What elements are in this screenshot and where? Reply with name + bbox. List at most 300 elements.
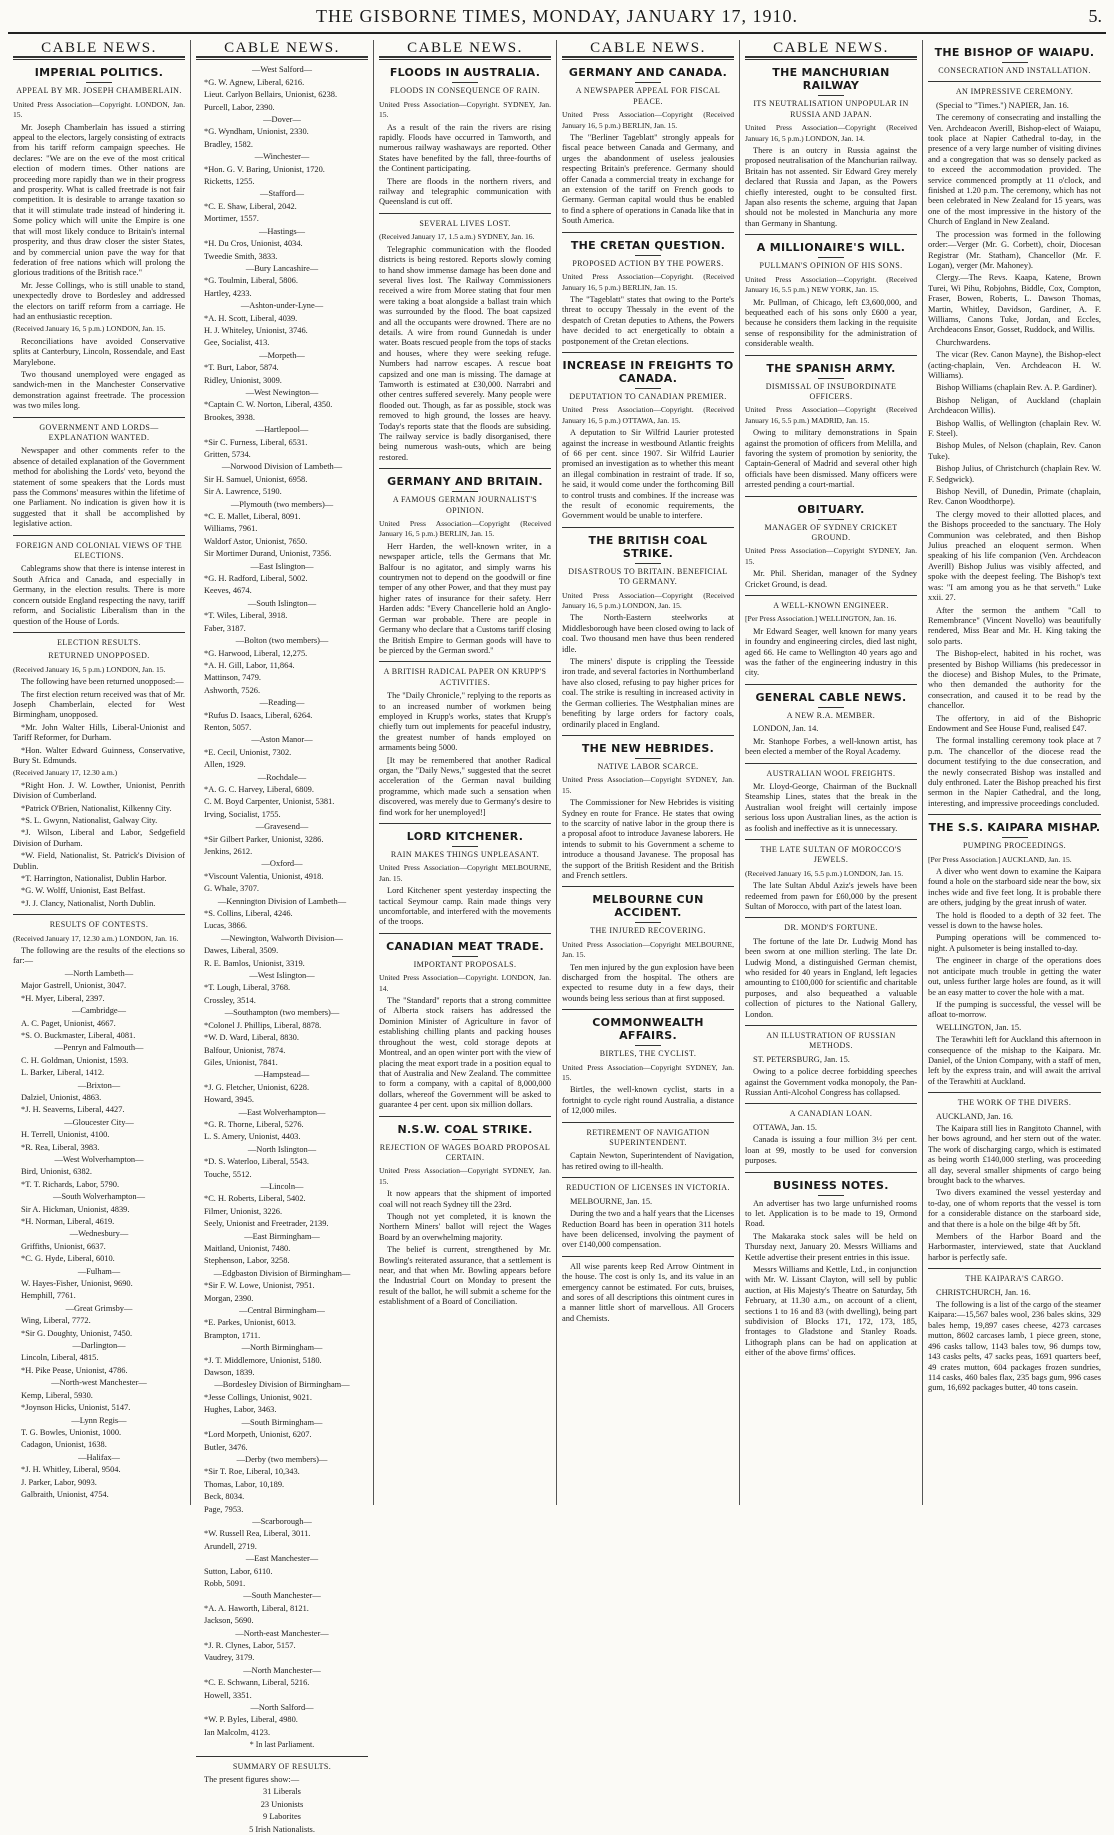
section-rule bbox=[745, 917, 917, 918]
article-paragraph: *J. G. Fletcher, Unionist, 6228. bbox=[204, 1082, 310, 1092]
section-rule bbox=[745, 1172, 917, 1173]
column-heading: CABLE NEWS. bbox=[41, 40, 157, 56]
headline-rule bbox=[635, 255, 661, 256]
article-headline: THE CRETAN QUESTION. bbox=[570, 238, 726, 252]
constituency-heading: —South Manchester— bbox=[243, 1591, 321, 1601]
article-paragraph: *H. Pike Pease, Unionist, 4786. bbox=[21, 1365, 128, 1375]
article-paragraph: *E. Parkes, Unionist, 6013. bbox=[204, 1318, 296, 1328]
section-rule bbox=[562, 527, 734, 528]
article-subhead: PULLMAN'S OPINION OF HIS SONS. bbox=[759, 261, 903, 271]
article-paragraph: *G. H. Radford, Liberal, 5002. bbox=[204, 574, 308, 584]
article-paragraph: United Press Association—Copyright (Received January 16, 5 p.m.) BERLIN, Jan. 15. bbox=[379, 519, 551, 539]
section-rule bbox=[562, 1256, 734, 1257]
article-paragraph: Bishop Nevill, of Dunedin, Primate (chaplain, Rev. Canon Woodthorpe). bbox=[928, 487, 1101, 507]
constituency-heading: —Dover— bbox=[263, 115, 301, 125]
section-rule bbox=[196, 1756, 368, 1757]
constituency-heading: —North Islington— bbox=[247, 1144, 317, 1154]
article-paragraph: Brampton, 1711. bbox=[204, 1330, 261, 1340]
article-paragraph: The offertory, in aid of the Bishopric Endowment and See House Fund, realised £47. bbox=[928, 713, 1101, 733]
article-paragraph: *Sir C. Furness, Liberal, 6531. bbox=[204, 437, 308, 447]
article-paragraph: WELLINGTON, Jan. 15. bbox=[936, 1022, 1022, 1032]
article-subhead: PROPOSED ACTION BY THE POWERS. bbox=[572, 258, 724, 268]
article-headline: N.S.W. COAL STRIKE. bbox=[397, 1122, 533, 1136]
article-paragraph: Allen, 1929. bbox=[204, 760, 246, 770]
article-paragraph: (Special to "Times.") NAPIER, Jan. 16. bbox=[936, 100, 1069, 110]
headline-rule bbox=[452, 1139, 478, 1140]
headline-rule bbox=[452, 846, 478, 847]
article-paragraph: MELBOURNE, Jan. 15. bbox=[570, 1196, 653, 1206]
article-paragraph: The following is a list of the cargo of the steamer Kaipara:—15,567 bales wool, 236 bales skins, 329 bales hemp, 19,897 cases cheese, 4273 carcases mutton, 8602 carcases lamb, 1 piece green, stone, 496 casks tallow, 1143 bales tow, 96 dumps tow, 143 casks pelts, 47 sacks peas, 1691 quarters beef, 49 crates mutton, 604 packages frozen sundries, 114 casks, 460 bales flax, 235 bags gum, 996 cases gum, 16,692 packages butter, 40 tons casein. bbox=[928, 1300, 1101, 1393]
article-subhead: FLOODS IN CONSEQUENCE OF RAIN. bbox=[389, 86, 540, 96]
article-paragraph: Lieut. Carlyon Bellairs, Unionist, 6238. bbox=[204, 90, 338, 100]
headline-rule bbox=[818, 95, 844, 96]
article-subhead: GOVERNMENT AND LORDS—EXPLANATION WANTED. bbox=[39, 422, 159, 442]
article-paragraph: Two divers examined the vessel yesterday and to-day, one of whom reports that the vessel is torn for a considerable distance on the starboard side, and that there is a hole on the bilge 4ft by 5ft. bbox=[928, 1188, 1101, 1229]
constituency-heading: —Stafford— bbox=[259, 189, 305, 199]
constituency-heading: —Edgbaston Division of Birmingham— bbox=[213, 1268, 351, 1278]
article-paragraph: United Press Association—Copyright MELBOURNE, Jan. 15. bbox=[562, 939, 734, 960]
article-paragraph: Arundell, 2719. bbox=[204, 1541, 257, 1551]
constituency-heading: —Gloucester City— bbox=[64, 1117, 134, 1127]
article-paragraph: Cablegrams show that there is intense interest in South Africa and Canada, and especially in Germany, in the election results. There is more concern outside England respecting the navy, tariff reform, and Socialistic Liberalism than in the question of the House of Lords. bbox=[13, 564, 185, 626]
article-paragraph: Mattinson, 7479. bbox=[204, 673, 261, 683]
constituency-heading: —West Wolverhampton— bbox=[54, 1154, 144, 1164]
article-paragraph: United Press Association—Copyright. (Received January 16, 5 p.m.) OTTAWA, Jan. 15. bbox=[562, 405, 734, 425]
article-subhead: THE INJURED RECOVERING. bbox=[590, 926, 706, 936]
headline-rule bbox=[818, 519, 844, 520]
article-paragraph: Messrs Williams and Kettle, Ltd., in conjunction with Mr. W. Lissant Clayton, will sell by public auction, at His Majesty's Theatre on Saturday, 5th February, at 11.30 a.m., on account of a client, sections 1 to 16 and 83 (with dwelling), being part subdivision of Blocks 171, 172, 173, 185, frontages to Gladstone and Stanley Roads. Lithograph plans can be had on application at either of the above firms' offices. bbox=[745, 1264, 917, 1358]
article-paragraph: The Bishop-elect, habited in his rochet, was presented by Bishop Williams (his predecessor in the diocese) and Bishop Mules, to the Primate, who then demanded the authority for the consecration, and caused it to be read by the chancellor. bbox=[928, 649, 1101, 711]
article-paragraph: Page, 7953. bbox=[204, 1504, 244, 1514]
article-subhead: ITS NEUTRALISATION UNPOPULAR IN RUSSIA AND JAPAN. bbox=[753, 99, 909, 119]
constituency-heading: —Ashton-under-Lyne— bbox=[240, 301, 324, 311]
article-paragraph: Lincoln, Liberal, 4815. bbox=[21, 1353, 99, 1363]
article-paragraph: Butler, 3476. bbox=[204, 1442, 248, 1452]
article-subhead: MANAGER OF SYDNEY CRICKET GROUND. bbox=[764, 522, 898, 542]
article-subhead: A BRITISH RADICAL PAPER ON KRUPP'S ACTIVITIES. bbox=[383, 667, 547, 687]
column-heading: CABLE NEWS. bbox=[407, 40, 523, 56]
section-rule bbox=[13, 417, 185, 418]
article-subhead: RETURNED UNOPPOSED. bbox=[48, 651, 150, 661]
article-paragraph: Cadagon, Unionist, 1638. bbox=[21, 1440, 107, 1450]
article-paragraph: L. Barker, Liberal, 1412. bbox=[21, 1068, 105, 1078]
article-paragraph: Renton, 5057. bbox=[204, 722, 252, 732]
article-paragraph: *T. Burt, Labor, 5874. bbox=[204, 363, 279, 373]
article-paragraph: L. S. Amery, Unionist, 4403. bbox=[204, 1132, 301, 1142]
article-headline: COMMONWEALTH AFFAIRS. bbox=[592, 1016, 704, 1043]
constituency-heading: —Darlington— bbox=[72, 1341, 126, 1351]
constituency-heading: —Hastings— bbox=[258, 226, 306, 236]
article-paragraph: *D. S. Waterloo, Liberal, 5543. bbox=[204, 1157, 310, 1167]
article-paragraph: Major Gastrell, Unionist, 3047. bbox=[21, 981, 127, 991]
section-rule bbox=[745, 1025, 917, 1026]
constituency-heading: —Derby (two members)— bbox=[236, 1454, 328, 1464]
article-paragraph: *T. Lough, Liberal, 3768. bbox=[204, 983, 291, 993]
article-paragraph: Mortimer, 1557. bbox=[204, 214, 259, 224]
article-paragraph: Dalziel, Unionist, 4863. bbox=[21, 1092, 102, 1102]
constituency-heading: —Newington, Walworth Division— bbox=[221, 933, 343, 943]
article-paragraph: Members of the Harbor Board and the Harbormaster, interviewed, state that Auckland harbor is perfectly safe. bbox=[928, 1232, 1101, 1262]
column-5 bbox=[740, 40, 923, 1505]
article-paragraph: *Sir G. Doughty, Unionist, 7450. bbox=[21, 1328, 133, 1338]
constituency-heading: —Gravesend— bbox=[255, 822, 309, 832]
article-paragraph: The first election return received was that of Mr. Joseph Chamberlain, elected for West Birmingham, unopposed. bbox=[13, 689, 185, 720]
article-paragraph: Bishop Julius, of Christchurch (chaplain Rev. W. F. Sedgwick). bbox=[928, 464, 1101, 484]
article-paragraph: (Received January 17, 12.30 a.m.) bbox=[13, 768, 118, 778]
article-paragraph: *A. H. Scott, Liberal, 4039. bbox=[204, 313, 298, 323]
article-paragraph: Hemphill, 7761. bbox=[21, 1291, 76, 1301]
article-headline: CANADIAN MEAT TRADE. bbox=[386, 939, 544, 953]
headline-rule bbox=[635, 388, 661, 389]
article-paragraph: *J. T. Middlemore, Unionist, 5180. bbox=[204, 1355, 322, 1365]
article-paragraph: United Press Association—Copyright (Received January 16, 5 p.m.) LONDON, Jan. 15. bbox=[562, 590, 734, 611]
heading-rule bbox=[745, 56, 917, 60]
article-paragraph: Howell, 3351. bbox=[204, 1690, 252, 1700]
section-rule bbox=[379, 661, 551, 662]
footnote: * In last Parliament. bbox=[249, 1740, 315, 1750]
article-paragraph: LONDON, Jan. 14. bbox=[753, 724, 819, 734]
article-paragraph: Dawson, 1839. bbox=[204, 1368, 255, 1378]
article-subhead: DR. MOND'S FORTUNE. bbox=[784, 923, 878, 933]
constituency-heading: —West Newington— bbox=[245, 387, 319, 397]
article-paragraph: *E. Cecil, Unionist, 7302. bbox=[204, 747, 292, 757]
heading-rule bbox=[562, 56, 734, 60]
constituency-heading: —South Wolverhampton— bbox=[53, 1192, 145, 1202]
headline-rule bbox=[452, 491, 478, 492]
article-paragraph: The Terawhiti left for Auckland this afternoon in consequence of the mishap to the Kaipara. Mr. Daniel, of the Union Company, with a staff of men, left by the express train, and will await the arrival of the Terawhiti at Auckland. bbox=[928, 1035, 1101, 1086]
article-paragraph: *Rufus D. Isaacs, Liberal, 6264. bbox=[204, 710, 313, 720]
article-headline: THE NEW HEBRIDES. bbox=[581, 741, 715, 755]
article-paragraph: Hartley, 4233. bbox=[204, 288, 252, 298]
section-rule bbox=[13, 914, 185, 915]
article-paragraph: A deputation to Sir Wilfrid Laurier protested against the increase in westbound Atlantic freights of 66 per cent. since 1907. Sir Wilfrid Laurier promised an investigation as to whether this meant an illegal combination in restraint of trade. If so, he said, it would come under the forthcoming Bill to control trusts and combines. If the increase was the result of economic requirements, the Government would be unable to interfere. bbox=[562, 428, 734, 521]
article-paragraph: Howard, 3945. bbox=[204, 1095, 255, 1105]
columns bbox=[8, 40, 1106, 1834]
constituency-heading: —Oxford— bbox=[261, 859, 303, 869]
article-paragraph: Waldorf Astor, Unionist, 7650. bbox=[204, 536, 308, 546]
article-paragraph: The miners' dispute is crippling the Teesside iron trade, and several factories in Northumberland have also closed, refusing to pay higher prices for coal. The strike is resulting in increased activity in the German collieries. The Westphalian mines are benefiting by large orders for factory coals, ordinarily placed in England. bbox=[562, 657, 734, 729]
constituency-heading: —Lincoln— bbox=[260, 1181, 304, 1191]
article-paragraph: *S. L. Gwynn, Nationalist, Galway City. bbox=[21, 816, 158, 825]
article-paragraph: The following have been returned unopposed:— bbox=[21, 677, 184, 687]
headline-rule bbox=[635, 563, 661, 564]
article-paragraph: *R. Rea, Liberal, 3983. bbox=[21, 1142, 100, 1152]
headline-rule bbox=[1002, 837, 1028, 838]
article-paragraph: *A. H. Gill, Labor, 11,864. bbox=[204, 660, 295, 670]
article-paragraph: H. Terrell, Unionist, 4100. bbox=[21, 1130, 110, 1140]
article-paragraph: *C. E. Schwann, Liberal, 5216. bbox=[204, 1678, 310, 1688]
headline-rule bbox=[1002, 62, 1028, 63]
article-paragraph: The formal installing ceremony took place at 7 p.m. The chancellor of the diocese read the document testifying to the due consecration, and the newly consecrated Bishop was installed and duly enthroned. Later the Bishop preached his first sermon in the Napier Cathedral, and the long, interesting, and impressive proceedings concluded. bbox=[928, 736, 1101, 808]
constituency-heading: —Hampstead— bbox=[254, 1070, 310, 1080]
article-paragraph: *C. E. Mallet, Liberal, 8091. bbox=[204, 512, 301, 522]
article-paragraph: The following are the results of the elections so far:— bbox=[13, 946, 185, 966]
article-paragraph: The late Sultan Abdul Aziz's jewels have been redeemed from pawn for £60,000 by the present Sultan of Morocco, with part of the latest loan. bbox=[745, 881, 917, 911]
article-subhead: AN IMPRESSIVE CEREMONY. bbox=[955, 87, 1074, 97]
constituency-heading: —Cambridge— bbox=[72, 1006, 126, 1016]
constituency-heading: —Kennington Division of Lambeth— bbox=[217, 896, 347, 906]
section-rule bbox=[928, 814, 1101, 815]
article-paragraph: Beck, 8034. bbox=[204, 1492, 245, 1502]
article-paragraph: W. Hayes-Fisher, Unionist, 9690. bbox=[21, 1279, 133, 1289]
headline-rule bbox=[452, 956, 478, 957]
section-rule bbox=[745, 355, 917, 356]
column-2 bbox=[191, 40, 374, 1834]
section-rule bbox=[13, 535, 185, 536]
column-heading: CABLE NEWS. bbox=[590, 40, 706, 56]
article-paragraph: [It may be remembered that another Radical organ, the "Daily News," suggested that the secret acceleration of the German naval building programme, which made such a sensation when discovered, was merely due to Germany's desire to find work for her unemployed!] bbox=[379, 755, 551, 817]
article-subhead: APPEAL BY MR. JOSEPH CHAMBERLAIN. bbox=[16, 86, 182, 96]
article-paragraph: Mr. Jesse Collings, who is still unable to stand, unexpectedly drove to Bordesley and addressed the electors on tariff reform from a carriage. He had an enthusiastic reception. bbox=[13, 280, 185, 321]
article-paragraph: Touche, 5512. bbox=[204, 1169, 252, 1179]
article-paragraph: The "Standard" reports that a strong committee of Alberta stock raisers has addressed the Dominion Minister of Agriculture in favor of establishing chilling plants and packing houses throughout the west, cold storage depots at Montreal, and an open winter port with the view of placing the meat export trade in a position equal to that of Australia and New Zealand. The committee to form a company, with a capital of 8,000,000 dollars, whereof the Government will be asked to guarantee 4 per cent. upon six million dollars. bbox=[379, 996, 551, 1110]
constituency-heading: —Brixton— bbox=[77, 1080, 121, 1090]
section-rule bbox=[745, 595, 917, 596]
article-paragraph: *C. H. Roberts, Liberal, 5402. bbox=[204, 1194, 306, 1204]
article-paragraph: *Captain C. W. Norton, Liberal, 4350. bbox=[204, 400, 333, 410]
article-headline: GENERAL CABLE NEWS. bbox=[755, 690, 907, 704]
constituency-heading: —North-east Manchester— bbox=[235, 1628, 329, 1638]
section-rule bbox=[745, 496, 917, 497]
article-paragraph: *S. Collins, Liberal, 4246. bbox=[204, 909, 293, 919]
constituency-heading: —Bury Lancashire— bbox=[245, 263, 319, 273]
constituency-heading: —North Birmingham— bbox=[241, 1343, 323, 1353]
article-subhead: IMPORTANT PROPOSALS. bbox=[413, 959, 517, 969]
article-paragraph: *J. H. Whitley, Liberal, 9504. bbox=[21, 1465, 121, 1475]
article-paragraph: *H. Myer, Liberal, 2397. bbox=[21, 993, 105, 1003]
article-paragraph: United Press Association—Copyright SYDNEY, Jan. 15. bbox=[379, 1166, 551, 1186]
article-paragraph: Robb, 5091. bbox=[204, 1578, 246, 1588]
article-subhead: A NEWSPAPER APPEAL FOR FISCAL PEACE. bbox=[575, 86, 721, 106]
article-paragraph: Thomas, Labor, 10,189. bbox=[204, 1479, 285, 1489]
masthead bbox=[0, 0, 1114, 36]
section-rule bbox=[379, 1116, 551, 1117]
article-paragraph: Birtles, the well-known cyclist, starts in a fortnight to cycle right round Australia, a distance of 12,000 miles. bbox=[562, 1085, 734, 1116]
column-6 bbox=[923, 40, 1106, 1505]
article-paragraph: An advertiser has two large unfurnished rooms to let. Application is to be made to 19, Ormond Road. bbox=[745, 1198, 917, 1229]
constituency-heading: —South Islington— bbox=[247, 598, 317, 608]
constituency-heading: —North Salford— bbox=[250, 1703, 314, 1713]
article-paragraph: Dawes, Liberal, 3509. bbox=[204, 946, 279, 956]
article-paragraph: C. M. Boyd Carpenter, Unionist, 5381. bbox=[204, 797, 335, 807]
article-subhead: A CANADIAN LOAN. bbox=[789, 1109, 873, 1119]
article-paragraph: A. C. Paget, Unionist, 4667. bbox=[21, 1018, 116, 1028]
article-headline: INCREASE IN FREIGHTS TO CANADA. bbox=[562, 358, 734, 385]
article-paragraph: *Hon. Walter Edward Guinness, Conservative, Bury St. Edmunds. bbox=[13, 745, 185, 765]
article-paragraph: Bradley, 1582. bbox=[204, 139, 253, 149]
section-rule bbox=[13, 632, 185, 633]
column-heading: CABLE NEWS. bbox=[224, 40, 340, 56]
heading-rule bbox=[196, 56, 368, 60]
headline-rule bbox=[818, 1195, 844, 1196]
constituency-heading: —Bolton (two members)— bbox=[235, 636, 329, 646]
article-paragraph: *Joynson Hicks, Unionist, 5147. bbox=[21, 1403, 131, 1413]
article-paragraph: The belief is current, strengthened by Mr. Bowling's reiterated assurance, that a settlement is near, and that when Mr. Bowling appears before the Industrial Court on Monday to present the result of the ballot, he will submit a scheme for the establishment of a Board of Conciliation. bbox=[379, 1245, 551, 1307]
article-paragraph: *T. Harrington, Nationalist, Dublin Harbor. bbox=[21, 874, 167, 884]
article-paragraph: *W. P. Byles, Liberal, 4980. bbox=[204, 1715, 298, 1725]
constituency-heading: —Penryn and Falmouth— bbox=[54, 1043, 144, 1053]
article-paragraph: Lucas, 3866. bbox=[204, 921, 248, 931]
article-paragraph: Mr. Phil. Sheridan, manager of the Sydney Cricket Ground, is dead. bbox=[745, 569, 917, 589]
article-paragraph: The hold is flooded to a depth of 32 feet. The vessel is down to the hawse holes. bbox=[928, 910, 1101, 931]
constituency-heading: 23 Unionists bbox=[260, 1799, 304, 1809]
constituency-heading: —East Birmingham— bbox=[244, 1231, 320, 1241]
article-paragraph: *J. R. Clynes, Labor, 5157. bbox=[204, 1641, 296, 1650]
article-paragraph: Mr. Pullman, of Chicago, left £3,600,000, and bequeathed each of his sons only £600 a year, because he considers them lacking in the requisite sense of responsibility for the administration of considerable wealth. bbox=[745, 297, 917, 349]
constituency-heading: 9 Laborites bbox=[263, 1812, 301, 1822]
section-rule bbox=[562, 735, 734, 736]
article-headline: MELBOURNE CUN ACCIDENT. bbox=[592, 893, 704, 920]
article-paragraph: G. Whale, 3707. bbox=[204, 884, 259, 894]
article-paragraph: Sutton, Labor, 6110. bbox=[204, 1566, 273, 1576]
article-paragraph: *A. A. Haworth, Liberal, 8121. bbox=[204, 1603, 309, 1613]
constituency-heading: —Winchester— bbox=[254, 152, 310, 162]
constituency-heading: —Wednesbury— bbox=[69, 1229, 129, 1239]
article-paragraph: Vaudrey, 3179. bbox=[204, 1653, 255, 1663]
article-subhead: FOREIGN AND COLONIAL VIEWS OF THE ELECTIONS. bbox=[15, 540, 183, 561]
article-paragraph: The "Berliner Tageblatt" strongly appeals for fiscal peace between Canada and Germany, and urges the abandonment of useless jealousies respecting Britain's preference. Germany should offer Canada a commercial treaty in exchange for an extension of the tariff on French goods to Germany. German capital would thus be enabled to find a sphere of operations in Canada like that in South America. bbox=[562, 133, 734, 226]
article-paragraph: Two thousand unemployed were engaged as sandwich-men in the Manchester Conservative demonstration against freetrade. The procession was two miles long. bbox=[13, 369, 185, 411]
article-paragraph: *J. Wilson, Liberal and Labor, Sedgefield Division of Durham. bbox=[13, 828, 185, 848]
constituency-heading: —Scarborough— bbox=[252, 1516, 312, 1526]
article-paragraph: *Viscount Valentia, Unionist, 4918. bbox=[204, 871, 324, 881]
article-paragraph: Jenkins, 2612. bbox=[204, 847, 253, 856]
article-paragraph: United Press Association—Copyright (Received January 16, 5 p.m.) LONDON, Jan. 14. bbox=[745, 123, 917, 143]
section-rule bbox=[379, 213, 551, 214]
article-paragraph: Bishop Neligan, of Auckland (chaplain Archdeacon Willis). bbox=[928, 395, 1101, 416]
headline-rule bbox=[635, 758, 661, 759]
headline-rule bbox=[635, 1045, 661, 1046]
article-paragraph: *W. D. Ward, Liberal, 8830. bbox=[204, 1033, 299, 1043]
constituency-heading: —South Birmingham— bbox=[241, 1417, 323, 1427]
article-paragraph: *G. W. Wolff, Unionist, East Belfast. bbox=[21, 886, 146, 896]
headline-rule bbox=[818, 378, 844, 379]
article-paragraph: The vicar (Rev. Canon Mayne), the Bishop-elect (acting-chaplain, Ven. Archdeacon H. W. Williams). bbox=[928, 350, 1101, 380]
constituency-heading: —Morpeth— bbox=[259, 350, 305, 360]
article-paragraph: *C. E. Shaw, Liberal, 2042. bbox=[204, 201, 297, 211]
article-paragraph: Bishop Wallis, of Wellington (chaplain Rev. W. F. Steel). bbox=[928, 418, 1101, 438]
constituency-heading: —North Lambeth— bbox=[64, 968, 134, 978]
article-paragraph: United Press Association—Copyright SYDNEY, Jan. 15. bbox=[745, 546, 917, 566]
headline-rule bbox=[818, 257, 844, 258]
article-paragraph: OTTAWA, Jan. 15. bbox=[753, 1122, 818, 1132]
article-headline: LORD KITCHENER. bbox=[406, 830, 524, 843]
article-paragraph: (Received January 16, 5 p.m.) LONDON, Jan. 15. bbox=[13, 324, 166, 334]
article-subhead: BIRTLES, THE CYCLIST. bbox=[599, 1049, 697, 1059]
constituency-heading: —Lynn Regis— bbox=[71, 1415, 127, 1425]
article-paragraph: *Sir T. Roe, Liberal, 10,343. bbox=[204, 1467, 300, 1477]
article-paragraph: Crossley, 3514. bbox=[204, 995, 256, 1005]
masthead-rule bbox=[8, 32, 1106, 34]
article-subhead: A NEW R.A. MEMBER. bbox=[786, 710, 876, 720]
section-rule bbox=[745, 684, 917, 685]
column-1 bbox=[8, 40, 191, 1505]
article-paragraph: Stephenson, Labor, 3258. bbox=[204, 1256, 290, 1266]
article-paragraph: Gritten, 5734. bbox=[204, 450, 251, 459]
article-paragraph: *Colonel J. Phillips, Liberal, 8878. bbox=[204, 1020, 322, 1030]
article-paragraph: R. E. Bamlos, Unionist, 3319. bbox=[204, 958, 305, 968]
article-paragraph: J. Parker, Labor, 9093. bbox=[21, 1477, 97, 1487]
article-paragraph: Bishop Mules, of Nelson (chaplain, Rev. Canon Tuke). bbox=[928, 441, 1101, 461]
article-paragraph: Owing to a police decree forbidding speeches against the Government vodka monopoly, the Pan-Russian Anti-Alcohol Congress has collapsed. bbox=[745, 1067, 917, 1098]
article-paragraph: The "Tageblatt" states that owing to the Porte's threat to occupy Thessaly in the event of the despatch of Cretan deputies to Athens, the Powers have decided to act energetically to obtain a postponement of the Cretan elections. bbox=[562, 294, 734, 346]
article-paragraph: *C. G. Hyde, Liberal, 6010. bbox=[21, 1254, 115, 1264]
constituency-heading: —Great Grimsby— bbox=[65, 1303, 133, 1313]
article-paragraph: If the pumping is successful, the vessel will be afloat to-morrow. bbox=[928, 999, 1101, 1020]
article-subhead: THE KAIPARA'S CARGO. bbox=[965, 1274, 1064, 1284]
article-subhead: AN ILLUSTRATION OF RUSSIAN METHODS. bbox=[766, 1031, 896, 1051]
heading-rule bbox=[379, 56, 551, 60]
article-subhead: NATIVE LABOR SCARCE. bbox=[597, 761, 699, 771]
article-paragraph: Mr Edward Seager, well known for many years in foundry and engineering circles, died last night, aged 66. He came to Wellington 40 years ago and was the father of the engineering industry in this city. bbox=[745, 626, 917, 678]
article-paragraph: (Received January 17, 1.5 a.m.) SYDNEY, Jan. 16. bbox=[379, 232, 535, 242]
article-headline: IMPERIAL POLITICS. bbox=[34, 66, 164, 80]
article-paragraph: Telegraphic communication with the flooded districts is being restored. Reports slowly coming to hand show immense damage has been done and several lives lost. The Railway Commissioners received a wire from Moree stating that four men were taking a boat alongside a ballast train which was surrounded by the flood. The boat capsized and all the occupants were drowned. There are no details. A wire from round Gunnedah is under water. Boats rescued people from the tops of stacks and houses, where they were seeking refuge. Numbers had narrow escapes. A rescue boat capsized and one man is missing. The damage at Tamworth is estimated at £30,000. Narrabri and other centres suffered severely. Many people were flooded out. Though, as far as possible, stock was removed to high ground, the losses are heavy. Today's reports state that the floods are subsiding. The railway service is badly disorganised, there being numerous wash-outs, which are being restored. bbox=[379, 244, 551, 462]
article-paragraph: *T. T. Richards, Labor, 5790. bbox=[21, 1179, 120, 1189]
article-paragraph: Ten men injured by the gun explosion have been discharged from the hospital. The others are expected to resume duty in a few days, their wounds being less serious than at first supposed. bbox=[562, 962, 734, 1003]
column-heading: CABLE NEWS. bbox=[773, 40, 889, 56]
article-paragraph: A diver who went down to examine the Kaipara found a hole on the starboard side near the bow, six inches wide and five feet long. It is probable there are others, judging by the great inrush of water. bbox=[928, 867, 1101, 908]
article-subhead: DEPUTATION TO CANADIAN PREMIER. bbox=[569, 391, 727, 401]
constituency-heading: —North-west Manchester— bbox=[51, 1378, 147, 1388]
article-paragraph: The Commissioner for New Hebrides is visiting Sydney en route for France. He states that owing to the scarcity of native labor in the group there is a proposal afoot to introduce Javanese laborers. He intends to submit to his Government a scheme to introduce a thousand Javanese. The proposal has the support of the British Resident and the British and French settlers. bbox=[562, 798, 734, 880]
article-paragraph: Churchwardens. bbox=[936, 337, 991, 347]
constituency-heading: —Hartlepool— bbox=[255, 425, 309, 435]
article-paragraph: Morgan, 2390. bbox=[204, 1293, 254, 1303]
article-subhead: THE WORK OF THE DIVERS. bbox=[957, 1098, 1072, 1108]
article-paragraph: Mr. Stanhope Forbes, a well-known artist, has been elected a member of the Royal Academy. bbox=[745, 736, 917, 757]
article-paragraph: Jackson, 5690. bbox=[204, 1616, 254, 1626]
article-paragraph: Ridley, Unionist, 3009. bbox=[204, 375, 282, 385]
article-paragraph: Newspaper and other comments refer to the absence of detailed explanation of the Government method for abolishing the Lords' veto, beyond the statement of some speakers that the Lords must pass the Commons' measures within the lifetime of one Parliament. No indication is given how it is suggested that it shall be accomplished by legislative action. bbox=[13, 446, 185, 529]
article-paragraph: It now appears that the shipment of imported coal will not reach Sydney till the 23rd. bbox=[379, 1189, 551, 1209]
article-paragraph: After the sermon the anthem "Call to Remembrance" (Vincent Novello) was beautifully rendered, Miss Bear and Mr. H. King taking the solo parts. bbox=[928, 605, 1101, 646]
article-paragraph: (Received January 16, 5 p.m.) LONDON, Jan. 15. bbox=[13, 664, 166, 674]
article-paragraph: Ashworth, 7526. bbox=[204, 685, 261, 695]
constituency-heading: —Southampton (two members)— bbox=[224, 1008, 340, 1018]
article-paragraph: Filmer, Unionist, 3226. bbox=[204, 1206, 283, 1216]
article-paragraph: The Makaraka stock sales will be held on Thursday next, January 20. Messrs Williams and Kettle advertise their present entries in this issue. bbox=[745, 1231, 917, 1262]
masthead-title: THE GISBORNE TIMES, MONDAY, JANUARY 17, 1910. bbox=[315, 6, 799, 26]
article-paragraph: During the two and a half years that the Licenses Reduction Board has been in operation 311 hotels have been delicensed, involving the payment of over £140,000 compensation. bbox=[562, 1209, 734, 1250]
article-paragraph: [Per Press Association.] WELLINGTON, Jan. 16. bbox=[745, 614, 897, 624]
article-paragraph: Maitland, Unionist, 7480. bbox=[204, 1244, 291, 1253]
article-paragraph: There is an outcry in Russia against the proposed neutralisation of the Manchurian railway. Britain has not assented. Sir Edward Grey merely declared that Russia and Japan, as the Powers chiefly interested, ought to be consulted first. Japan also resents the scheme, arguing that Japan should not be molested in Manchuria any more than Germany in Shantung. bbox=[745, 146, 917, 228]
article-paragraph: *Patrick O'Brien, Nationalist, Kilkenny City. bbox=[21, 803, 172, 813]
article-paragraph: *G. R. Thorne, Liberal, 5276. bbox=[204, 1119, 304, 1129]
article-paragraph: *J. H. Seaverns, Liberal, 4427. bbox=[21, 1105, 125, 1115]
article-paragraph: Mr. Joseph Chamberlain has issued a stirring appeal to the electors, largely consisting of extracts from his tariff reform campaign speeches. He declares: "We are on the eve of the most critical election of modern times. Other nations are proceeding more rapidly than we in their progress and prosperity. What is called freetrade is not fair competition. It is desirable to arrange taxation so that it will stimulate trade instead of hindering it. Some policy which will unite the Empire is one that will most likely conduce to Britain's internal prosperity, and thus draw closer the sister States, and by commercial union pave the way for that federation of free nations which will prolong the glorious traditions of the British race." bbox=[13, 122, 185, 278]
article-paragraph: *W. Field, Nationalist, St. Patrick's Division of Dublin. bbox=[13, 851, 185, 871]
article-paragraph: United Press Association—Copyright. (Received January 16, 5 p.m.) BERLIN, Jan. 15. bbox=[562, 272, 734, 292]
article-headline: THE S.S. KAIPARA MISHAP. bbox=[928, 821, 1101, 835]
article-paragraph: Wing, Liberal, 7772. bbox=[21, 1316, 91, 1326]
article-paragraph: Canada is issuing a four million 3½ per cent. loan at 99, mostly to be used for conversion purposes. bbox=[745, 1135, 917, 1166]
article-headline: FLOODS IN AUSTRALIA. bbox=[389, 66, 541, 80]
constituency-heading: —West Salford— bbox=[251, 65, 313, 75]
constituency-heading: —Fulham— bbox=[77, 1266, 121, 1276]
article-paragraph: *Jesse Collings, Unionist, 9021. bbox=[204, 1392, 312, 1402]
constituency-heading: —East Wolverhampton— bbox=[238, 1107, 326, 1117]
article-paragraph: Bird, Unionist, 6382. bbox=[21, 1167, 92, 1177]
article-paragraph: *J. J. Clancy, Nationalist, North Dublin. bbox=[21, 898, 156, 908]
article-paragraph: *G. Toulmin, Liberal, 5806. bbox=[204, 276, 298, 286]
section-rule bbox=[562, 1122, 734, 1123]
article-paragraph: *H. Norman, Liberal, 4619. bbox=[21, 1217, 115, 1226]
article-subhead: DISASTROUS TO BRITAIN. BENEFICIAL TO GERMANY. bbox=[568, 566, 728, 587]
section-rule bbox=[379, 823, 551, 824]
article-headline: GERMANY AND CANADA. bbox=[568, 66, 728, 80]
